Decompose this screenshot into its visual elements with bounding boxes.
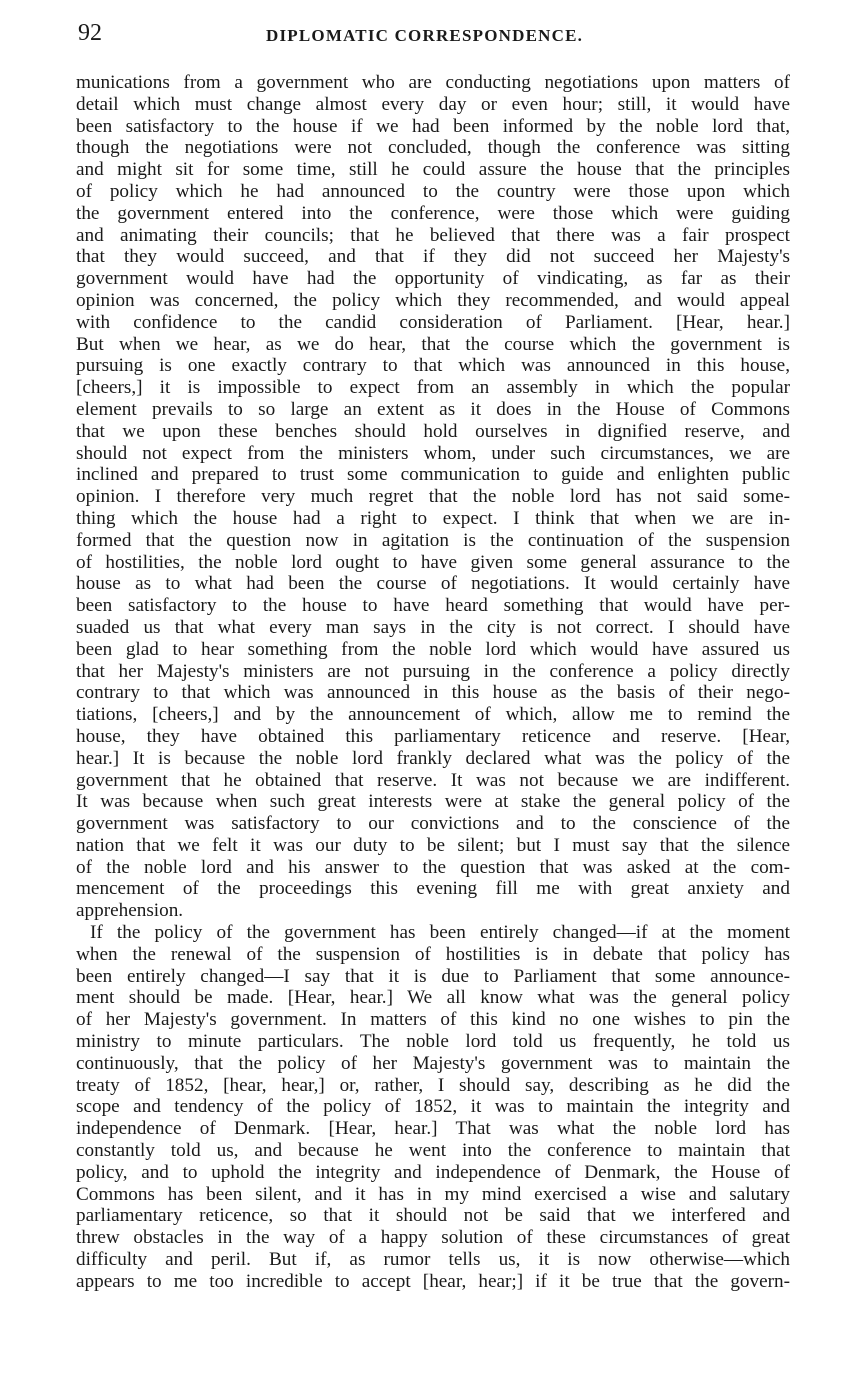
text-line: been satisfactory to the house if we had been informed by the noble lord that,	[76, 115, 790, 137]
page-header	[78, 18, 788, 50]
text-line: and might sit for some time, still he could assure the house that the principles	[76, 159, 790, 181]
paragraph	[76, 922, 790, 1293]
text-line: It was because when such great interests were at stake the general policy of the	[76, 791, 790, 813]
body-text	[76, 72, 790, 1293]
text-line: tiations, [cheers,] and by the announcement of which, allow me to remind the	[76, 704, 790, 726]
text-line: house as to what had been the course of negotiations. It would certainly have	[76, 573, 790, 595]
paragraph	[76, 72, 790, 922]
text-line: treaty of 1852, [hear, hear,] or, rather, I should say, describing as he did the	[76, 1074, 790, 1096]
text-line: of policy which he had announced to the country were those upon which	[76, 180, 790, 202]
text-line: should not expect from the ministers whom, under such circumstances, we are	[76, 442, 790, 464]
text-line: been satisfactory to the house to have heard something that would have per-	[76, 595, 790, 617]
text-line: policy, and to uphold the integrity and independence of Denmark, the House of	[76, 1161, 790, 1183]
text-line: been entirely changed—I say that it is due to Parliament that some announce-	[76, 965, 790, 987]
text-line: pursuing is one exactly contrary to that which was announced in this house,	[76, 355, 790, 377]
text-line: ment should be made. [Hear, hear.] We all know what was the general policy	[76, 987, 790, 1009]
text-line: formed that the question now in agitation is the continuation of the suspension	[76, 529, 790, 551]
text-line: munications from a government who are conducting negotiations upon matters of	[76, 72, 790, 93]
text-line: difficulty and peril. But if, as rumor tells us, it is now otherwise—which	[76, 1249, 790, 1271]
text-line: If the policy of the government has been entirely changed—if at the moment	[90, 922, 790, 944]
text-line: ministry to minute particulars. The noble lord told us frequently, he told us	[76, 1031, 790, 1053]
text-line: threw obstacles in the way of a happy solution of these circumstances of great	[76, 1227, 790, 1249]
text-line: with confidence to the candid consideration of Parliament. [Hear, hear.]	[76, 311, 790, 333]
text-line: government would have had the opportunity of vindicating, as far as their	[76, 268, 790, 290]
text-line: [cheers,] it is impossible to expect from an assembly in which the popular	[76, 377, 790, 399]
text-line: been glad to hear something from the noble lord which would have assured us	[76, 638, 790, 660]
text-line: that her Majesty's ministers are not pursuing in the conference a policy directly	[76, 660, 790, 682]
text-line: constantly told us, and because he went into the conference to maintain that	[76, 1140, 790, 1162]
text-line: continuously, that the policy of her Majesty's government was to maintain the	[76, 1052, 790, 1074]
text-line: of her Majesty's government. In matters of this kind no one wishes to pin the	[76, 1009, 790, 1031]
text-line: thing which the house had a right to expect. I think that when we are in-	[76, 507, 790, 529]
text-line: contrary to that which was announced in this house as the basis of their nego-	[76, 682, 790, 704]
text-line: when the renewal of the suspension of hostilities is in debate that policy has	[76, 943, 790, 965]
text-line: mencement of the proceedings this evening fill me with great anxiety and	[76, 878, 790, 900]
text-line: Commons has been silent, and it has in my mind exercised a wise and salutary	[76, 1183, 790, 1205]
text-line: independence of Denmark. [Hear, hear.] That was what the noble lord has	[76, 1118, 790, 1140]
text-line: government that he obtained that reserve. It was not because we are indifferent.	[76, 769, 790, 791]
text-line: suaded us that what every man says in the city is not correct. I should have	[76, 616, 790, 638]
text-line: though the negotiations were not concluded, though the conference was sitting	[76, 137, 790, 159]
text-line: that they would succeed, and that if they did not succeed her Majesty's	[76, 246, 790, 268]
running-title: DIPLOMATIC CORRESPONDENCE.	[266, 26, 584, 45]
text-line: apprehension.	[76, 900, 184, 922]
text-line: hear.] It is because the noble lord frankly declared what was the policy of the	[76, 747, 790, 769]
text-line: element prevails to so large an extent as it does in the House of Commons	[76, 398, 790, 420]
page-number: 92	[78, 20, 102, 46]
text-line: scope and tendency of the policy of 1852, it was to maintain the integrity and	[76, 1096, 790, 1118]
text-line: opinion was concerned, the policy which they recommended, and would appeal	[76, 289, 790, 311]
text-line: of the noble lord and his answer to the question that was asked at the com-	[76, 856, 790, 878]
text-line: inclined and prepared to trust some communication to guide and enlighten public	[76, 464, 790, 486]
text-line: and animating their councils; that he believed that there was a fair prospect	[76, 224, 790, 246]
text-line: But when we hear, as we do hear, that the course which the government is	[76, 333, 790, 355]
text-line: the government entered into the conference, were those which were guiding	[76, 202, 790, 224]
text-line: opinion. I therefore very much regret that the noble lord has not said some-	[76, 486, 790, 508]
text-line: parliamentary reticence, so that it should not be said that we interfered and	[76, 1205, 790, 1227]
text-line: of hostilities, the noble lord ought to have given some general assurance to the	[76, 551, 790, 573]
text-line: house, they have obtained this parliamentary reticence and reserve. [Hear,	[76, 725, 790, 747]
text-line: nation that we felt it was our duty to be silent; but I must say that the silence	[76, 834, 790, 856]
text-line: government was satisfactory to our convictions and to the conscience of the	[76, 813, 790, 835]
text-line: detail which must change almost every day or even hour; still, it would have	[76, 93, 790, 115]
text-line: that we upon these benches should hold ourselves in dignified reserve, and	[76, 420, 790, 442]
text-line: appears to me too incredible to accept [hear, hear;] if it be true that the govern-	[76, 1270, 790, 1292]
